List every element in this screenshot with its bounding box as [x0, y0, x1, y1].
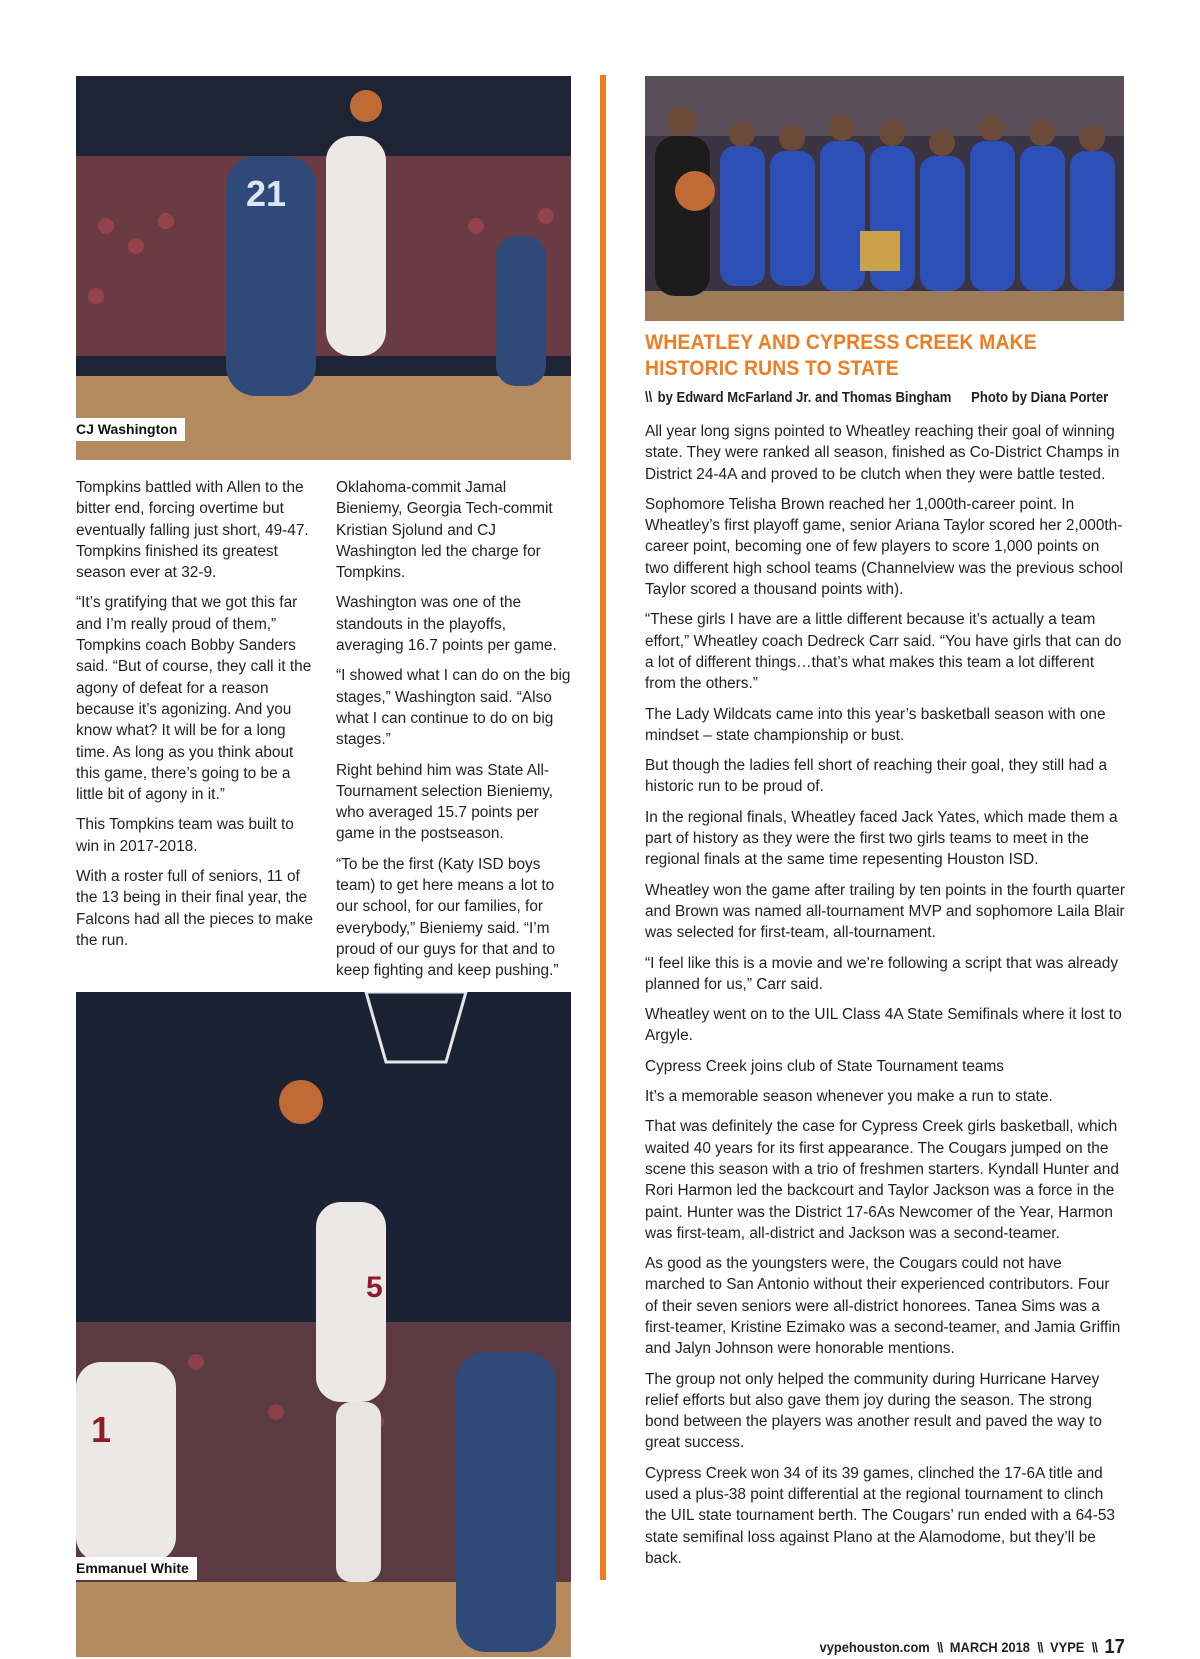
photo-caption: CJ Washington	[76, 418, 185, 441]
footer-site: vypehouston.com	[819, 1639, 930, 1655]
subhead: Cypress Creek joins club of State Tournament teams	[645, 1057, 1004, 1075]
photo-illustration	[645, 76, 1124, 321]
column-divider	[600, 75, 606, 1580]
svg-text:21: 21	[246, 173, 287, 214]
byline-authors: by Edward McFarland Jr. and Thomas Bingham	[657, 390, 952, 406]
svg-text:1: 1	[91, 1409, 112, 1450]
paragraph: “To be the first (Katy ISD boys team) to get here means a lot to our school, for our families, for everybody,” Bieniemy said. “I’m proud of our guys for that and to keep fighting and keep pushing.”	[336, 855, 559, 980]
svg-text:5: 5	[366, 1271, 383, 1304]
byline-separator: \\	[645, 390, 653, 406]
paragraph: With a roster full of seniors, 11 of the 13 being in their final year, the Falcons had all the pieces to make the run.	[76, 868, 313, 949]
paragraph: Cypress Creek won 34 of its 39 games, clinched the 17-6A title and used a plus-38 point differential at the regional tournament to clinch the UIL state tournament berth. The Cougars’ run ended with a 64-53 state semifinal loss against Plano at the Alamodome, but they’ll be back.	[645, 1464, 1115, 1567]
paragraph: The group not only helped the community during Hurricane Harvey relief efforts but also gave them joy during the season. The strong bond between the players was another result and paved the way to great success.	[645, 1370, 1102, 1452]
body-column-left-b	[336, 477, 576, 991]
article-byline	[645, 390, 1113, 406]
paragraph: Washington was one of the standouts in the playoffs, averaging 16.7 points per game.	[336, 594, 557, 655]
photo-team	[645, 76, 1124, 321]
paragraph: That was definitely the case for Cypress Creek girls basketball, which waited 40 years for its first appearance. The Cougars jumped on the scene this season with a trio of freshmen starters. Kyndall Hunter and Rori Harmon led the backcourt and Taylor Jackson was a force in the paint. Hunter was the District 17-6As Newcomer of the Year, Harmon was first-team, all-district and Jackson was a second-teamer.	[645, 1118, 1119, 1242]
paragraph: Sophomore Telisha Brown reached her 1,000th-career point. In Wheatley’s first playoff game, senior Ariana Taylor scored her 2,000th-career point, becoming one of few players to score 1,000 points on two different high school teams (Channelview was the previous school Taylor scored a thousand points with).	[645, 495, 1123, 599]
footer-issue: MARCH 2018	[949, 1639, 1031, 1655]
paragraph: “I feel like this is a movie and we’re following a script that was already planned for us,” Carr said.	[645, 954, 1119, 993]
paragraph: It’s a memorable season whenever you make a run to state.	[645, 1088, 1053, 1106]
photo-credit: Photo by Diana Porter	[971, 390, 1109, 406]
page-number: 17	[1104, 1635, 1125, 1658]
paragraph: This Tompkins team was built to win in 2017-2018.	[76, 816, 294, 855]
paragraph: As good as the youngsters were, the Cougars could not have marched to San Antonio without their experienced contributors. Four of their seven seniors were all-district honorees. Tanea Sims was a first-teamer, Kristine Ezimako was a second-teamer, and Jamia Griffin and Jalyn Johnson were honorable mentions.	[645, 1255, 1121, 1358]
headline-line: WHEATLEY AND CYPRESS CREEK MAKE	[645, 331, 1037, 354]
paragraph: Wheatley went on to the UIL Class 4A State Semifinals where it lost to Argyle.	[645, 1006, 1122, 1045]
article-body	[645, 421, 1125, 1578]
page-footer	[820, 1636, 1125, 1658]
paragraph: All year long signs pointed to Wheatley reaching their goal of winning state. They were ranked all season, finished as Co-District Champs in District 24-4A and proved to be clutch when they were battle tested.	[645, 423, 1120, 483]
paragraph: The Lady Wildcats came into this year’s basketball season with one mindset – state championship or bust.	[645, 705, 1106, 744]
paragraph: Tompkins battled with Allen to the bitter end, forcing overtime but eventually falling just short, 49-47. Tompkins finished its greatest season ever at 32-9.	[76, 479, 309, 582]
photo-caption: Emmanuel White	[76, 1557, 197, 1580]
paragraph: But though the ladies fell short of reaching their goal, they still had a historic run to be proud of.	[645, 757, 1108, 796]
paragraph: Oklahoma-commit Jamal Bieniemy, Georgia Tech-commit Kristian Sjolund and CJ Washington led the charge for Tompkins.	[336, 479, 553, 582]
body-column-left-a	[76, 477, 316, 960]
paragraph: Right behind him was State All-Tournament selection Bieniemy, who averaged 15.7 points per game in the postseason.	[336, 761, 554, 843]
footer-brand: VYPE	[1050, 1639, 1085, 1655]
headline-line: HISTORIC RUNS TO STATE	[645, 357, 899, 380]
article-headline	[645, 330, 1105, 382]
paragraph: Wheatley won the game after trailing by ten points in the fourth quarter and Brown was named all-tournament MVP and sophomore Laila Blair was selected for first-team, all-tournament.	[645, 881, 1125, 942]
photo-cj-washington	[76, 76, 571, 460]
footer-separator: \\	[1037, 1639, 1043, 1655]
paragraph: In the regional finals, Wheatley faced Jack Yates, which made them a part of history as they were the first two girls teams to meet in the regional finals at the same time repesenting Houston ISD.	[645, 808, 1118, 869]
paragraph: “I showed what I can do on the big stages,” Washington said. “Also what I can continue to do on big stages.”	[336, 667, 571, 749]
footer-separator: \\	[1091, 1639, 1098, 1655]
photo-illustration	[76, 76, 571, 460]
footer-separator: \\	[937, 1639, 943, 1655]
paragraph: “These girls I have are a little different because it’s actually a team effort,” Wheatley coach Dedreck Carr said. “You have girls that can do a lot of different things…that’s what makes this team a lot different from the others.”	[645, 611, 1122, 693]
paragraph: “It’s gratifying that we got this far and I’m really proud of them,” Tompkins coach Bobby Sanders said. “But of course, they call it the agony of defeat for a reason because it’s agonizing. And you know what? It will be for a long time. As long as you think about this game, there’s going to be a little bit of agony in it.”	[76, 594, 312, 804]
